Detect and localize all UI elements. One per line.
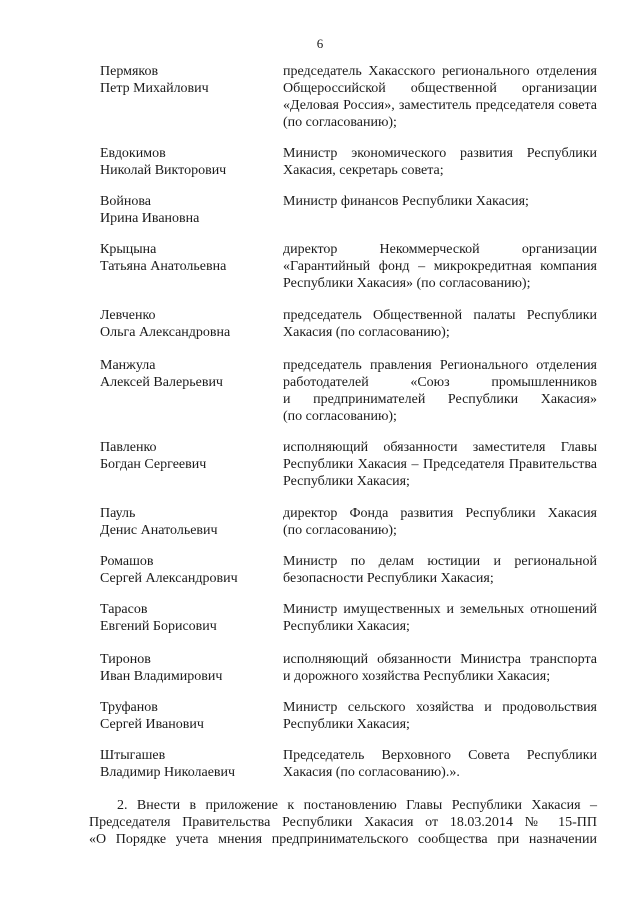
- role-line: Республики Хакасия;: [283, 619, 410, 634]
- member-name: [100, 553, 275, 587]
- page-number: 6: [316, 36, 324, 51]
- member-role: [283, 307, 597, 341]
- role-line: исполняющий обязанности Министра транспорта: [283, 652, 597, 667]
- role-line: председатель правления Регионального отделения: [283, 358, 597, 373]
- member-surname: Левченко: [100, 308, 156, 323]
- member-surname: Ромашов: [100, 554, 154, 569]
- role-line: Республики Хакасия» (по согласованию);: [283, 276, 531, 291]
- role-line: Республики Хакасия;: [283, 474, 410, 489]
- role-line: председатель Общественной палаты Республики: [283, 308, 597, 323]
- member-role: [283, 553, 597, 587]
- role-line: и дорожного хозяйства Республики Хакасия;: [283, 669, 551, 684]
- closing-paragraph: [89, 797, 597, 848]
- member-surname: Пауль: [100, 506, 136, 521]
- role-line: директор Некоммерческой организации: [283, 242, 597, 257]
- member-role: [283, 145, 597, 179]
- role-line: Министр финансов Республики Хакасия;: [283, 194, 529, 209]
- member-name: [100, 307, 275, 341]
- member-name: [100, 241, 275, 275]
- member-surname: Крыцына: [100, 242, 157, 257]
- member-name: [100, 439, 275, 473]
- member-given-names: Татьяна Анатольевна: [100, 259, 227, 274]
- member-name: [100, 145, 275, 179]
- role-line: Республики Хакасия;: [283, 717, 410, 732]
- member-role: [283, 241, 597, 292]
- member-given-names: Сергей Иванович: [100, 717, 204, 732]
- member-name: [100, 699, 275, 733]
- role-line: Хакасия (по согласованию);: [283, 325, 450, 340]
- role-line: и предпринимателей Республики Хакасия»: [283, 392, 597, 407]
- role-line: работодателей «Союз промышленников: [283, 375, 597, 390]
- role-line: председатель Хакасского регионального отделения: [283, 64, 597, 79]
- member-given-names: Иван Владимирович: [100, 669, 223, 684]
- role-line: Хакасия (по согласованию).».: [283, 765, 460, 780]
- member-surname: Тиронов: [100, 652, 151, 667]
- member-surname: Манжула: [100, 358, 156, 373]
- member-name: [100, 747, 275, 781]
- member-given-names: Ольга Александровна: [100, 325, 231, 340]
- role-line: «Деловая Россия», заместитель председателя совета: [283, 98, 597, 113]
- role-line: (по согласованию);: [283, 409, 397, 424]
- member-role: [283, 747, 597, 781]
- member-given-names: Владимир Николаевич: [100, 765, 236, 780]
- member-role: [283, 63, 597, 131]
- member-given-names: Евгений Борисович: [100, 619, 217, 634]
- role-line: Министр сельского хозяйства и продовольствия: [283, 700, 597, 715]
- paragraph-line: Председателя Правительства Республики Хакасия от 18.03.2014 № 15-ПП: [89, 815, 597, 830]
- member-name: [100, 601, 275, 635]
- member-given-names: Ирина Ивановна: [100, 211, 200, 226]
- member-surname: Евдокимов: [100, 146, 166, 161]
- role-line: Общероссийской общественной организации: [283, 81, 597, 96]
- member-role: [283, 699, 597, 733]
- paragraph-line: 2. Внести в приложение к постановлению Главы Республики Хакасия –: [117, 798, 597, 813]
- member-role: [283, 651, 597, 685]
- role-line: директор Фонда развития Республики Хакасия: [283, 506, 597, 521]
- role-line: Министр экономического развития Республики: [283, 146, 597, 161]
- member-given-names: Николай Викторович: [100, 163, 227, 178]
- member-given-names: Алексей Валерьевич: [100, 375, 223, 390]
- role-line: «Гарантийный фонд – микрокредитная компания: [283, 259, 597, 274]
- member-role: [283, 505, 597, 539]
- role-line: Председатель Верховного Совета Республики: [283, 748, 597, 763]
- member-surname: Тарасов: [100, 602, 148, 617]
- role-line: безопасности Республики Хакасия;: [283, 571, 494, 586]
- member-surname: Павленко: [100, 440, 157, 455]
- role-line: Министр имущественных и земельных отношений: [283, 602, 597, 617]
- role-line: (по согласованию);: [283, 523, 397, 538]
- member-given-names: Денис Анатольевич: [100, 523, 218, 538]
- member-given-names: Петр Михайлович: [100, 81, 209, 96]
- role-line: Хакасия, секретарь совета;: [283, 163, 444, 178]
- member-surname: Штыгашев: [100, 748, 166, 763]
- member-role: [283, 357, 597, 425]
- member-name: [100, 357, 275, 391]
- member-name: [100, 505, 275, 539]
- member-surname: Пермяков: [100, 64, 159, 79]
- member-role: [283, 439, 597, 490]
- member-surname: Труфанов: [100, 700, 158, 715]
- member-name: [100, 63, 275, 97]
- member-given-names: Богдан Сергеевич: [100, 457, 207, 472]
- member-given-names: Сергей Александрович: [100, 571, 238, 586]
- paragraph-line: «О Порядке учета мнения предпринимательского сообщества при назначении: [89, 832, 597, 847]
- member-name: [100, 651, 275, 685]
- role-line: (по согласованию);: [283, 115, 397, 130]
- member-surname: Войнова: [100, 194, 151, 209]
- role-line: Министр по делам юстиции и региональной: [283, 554, 597, 569]
- member-name: [100, 193, 275, 227]
- role-line: исполняющий обязанности заместителя Главы: [283, 440, 597, 455]
- member-role: [283, 601, 597, 635]
- role-line: Республики Хакасия – Председателя Правительства: [283, 457, 597, 472]
- member-role: [283, 193, 597, 210]
